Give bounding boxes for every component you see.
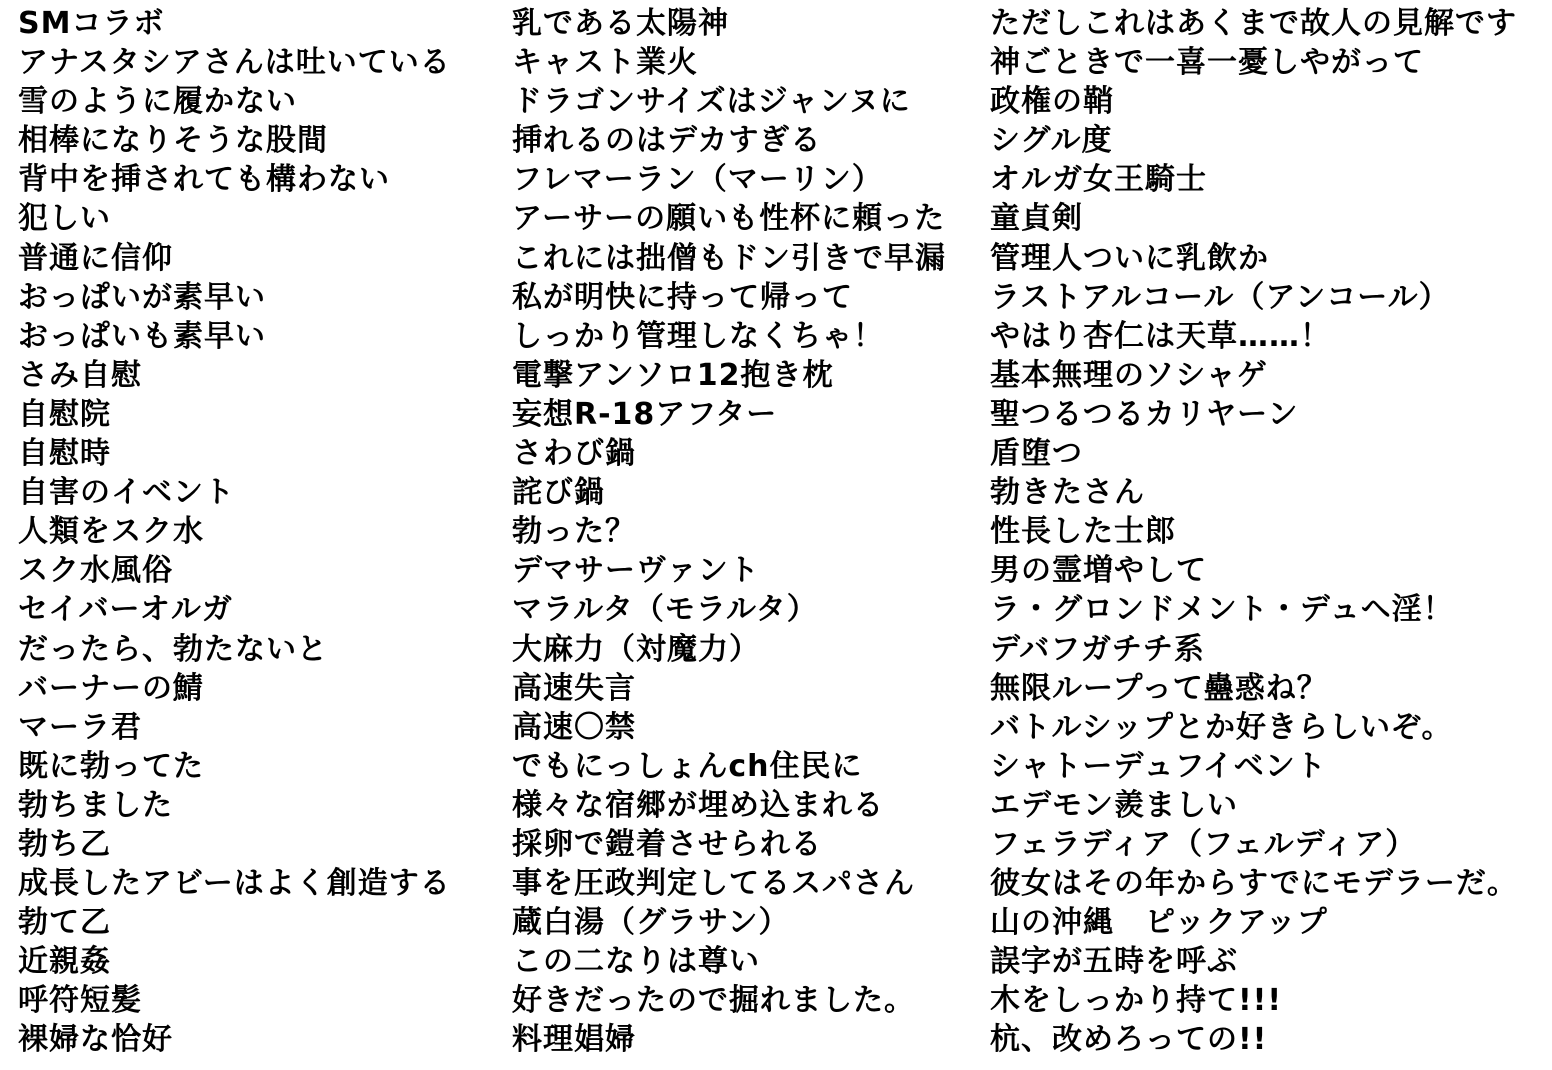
list-item: バーナーの鯖 (18, 670, 204, 706)
list-item: 料理娼婦 (512, 1022, 636, 1058)
list-item: おっぱいも素早い (18, 318, 266, 354)
list-item: 妄想R-18アフター (512, 396, 778, 432)
list-item: おっぱいが素早い (18, 279, 266, 315)
list-item: 山の沖縄 ピックアップ (990, 905, 1328, 941)
list-item: 基本無理のソシャゲ (990, 357, 1268, 393)
list-item: アーサーの願いも性杯に頼った (512, 201, 946, 237)
list-item: 高速〇禁 (512, 709, 636, 745)
list-item: 管理人ついに乳飲か (990, 240, 1269, 276)
list-item: 大麻力（対魔力） (512, 631, 760, 667)
list-item: エデモン羨ましい (990, 787, 1238, 823)
list-item: 挿れるのはデカすぎる (512, 123, 822, 159)
list-item: 杭、改めろっての!! (990, 1022, 1268, 1058)
list-item: 童貞剣 (990, 201, 1083, 237)
list-item: フェラディア（フェルディア） (990, 826, 1417, 862)
list-item: 彼女はその年からすでにモデラーだ。 (990, 866, 1518, 902)
list-item: しっかり管理しなくちゃ！ (512, 318, 884, 354)
list-item: 自慰時 (18, 436, 111, 472)
list-item: ドラゴンサイズはジャンヌに (512, 84, 911, 120)
list-item: 詫び鍋 (512, 475, 605, 511)
list-item: 勃きたさん (990, 475, 1145, 511)
list-item: 背中を挿されても構わない (18, 162, 390, 198)
list-item: だったら、勃たないと (18, 631, 328, 667)
list-item: フレマーラン（マーリン） (512, 162, 883, 198)
list-item: 裸婦な恰好 (18, 1022, 173, 1058)
list-item: デマサーヴァント (512, 553, 760, 589)
list-item: これには拙僧もドン引きで早漏 (512, 240, 946, 276)
list-item: 私が明快に持って帰って (512, 279, 853, 315)
list-item: 雪のように履かない (18, 84, 297, 120)
list-item: 犯しい (18, 201, 111, 237)
list-item: ラ・グロンドメント・デュヘ淫！ (990, 592, 1454, 628)
list-item: バトルシップとか好きらしいぞ。 (990, 709, 1453, 745)
list-item: 相棒になりそうな股間 (18, 123, 328, 159)
list-item: 政権の鞘 (990, 84, 1114, 120)
list-item: オルガ女王騎士 (990, 162, 1207, 198)
list-item: 勃て乙 (18, 905, 111, 941)
list-item: やはり杏仁は天草……！ (990, 318, 1331, 354)
list-item: 成長したアビーはよく創造する (18, 866, 451, 902)
list-item: 普通に信仰 (18, 240, 173, 276)
list-item: この二なりは尊い (512, 944, 760, 980)
list-item: スク水風俗 (18, 553, 173, 589)
list-item: マーラ君 (18, 709, 142, 745)
list-item: さみ自慰 (18, 357, 142, 393)
list-item: アナスタシアさんは吐いている (18, 45, 451, 81)
list-item: 様々な宿郷が埋め込まれる (512, 787, 884, 823)
list-item: 自慰院 (18, 396, 111, 432)
list-item: 勃ちました (18, 787, 173, 823)
list-item: 盾堕つ (990, 436, 1083, 472)
text-column-2 (512, 4, 946, 1060)
text-column-1 (18, 4, 451, 1060)
list-item: SMコラボ (18, 6, 165, 41)
list-item: さわび鍋 (512, 436, 636, 472)
list-item: ただしこれはあくまで故人の見解です (990, 6, 1517, 41)
list-item: 勃った？ (512, 514, 636, 550)
list-item: 男の霊増やして (990, 553, 1207, 589)
list-item: 無限ループって蠱惑ね？ (990, 670, 1328, 706)
list-item: 採卵で鎧着させられる (512, 826, 822, 862)
list-item: 好きだったので掘れました。 (512, 983, 915, 1019)
list-item: 誤字が五時を呼ぶ (990, 944, 1238, 980)
list-item: キャスト業火 (512, 45, 698, 81)
list-item: マラルタ（モラルタ） (512, 592, 818, 628)
list-item: 人類をスク水 (18, 514, 204, 550)
list-item: 近親姦 (18, 944, 111, 980)
list-item: でもにっしょんch住民に (512, 748, 863, 784)
list-item: 電撃アンソロ12抱き枕 (512, 357, 834, 393)
list-item: シャトーデュフイベント (990, 748, 1327, 784)
list-item: 性長した士郎 (990, 514, 1176, 550)
list-item: 呼符短髪 (18, 983, 142, 1019)
list-item: ラストアルコール（アンコール） (990, 279, 1450, 315)
list-item: シグル度 (990, 123, 1113, 159)
list-item: 勃ち乙 (18, 826, 111, 862)
list-item: 既に勃ってた (18, 748, 204, 784)
list-item: 自害のイベント (18, 475, 235, 511)
list-item: 蔵白湯（グラサン） (512, 905, 790, 941)
list-item: 聖つるつるカリヤーン (990, 396, 1299, 432)
list-item: 高速失言 (512, 670, 636, 706)
list-item: デバフガチチ系 (990, 631, 1205, 667)
text-column-3 (990, 4, 1518, 1060)
list-item: 神ごときで一喜一憂しやがって (990, 45, 1424, 81)
list-item: セイバーオルガ (18, 592, 233, 628)
list-item: 事を圧政判定してるスパさん (512, 866, 915, 902)
list-item: 乳である太陽神 (512, 6, 729, 41)
list-item: 木をしっかり持て!!! (990, 983, 1283, 1019)
